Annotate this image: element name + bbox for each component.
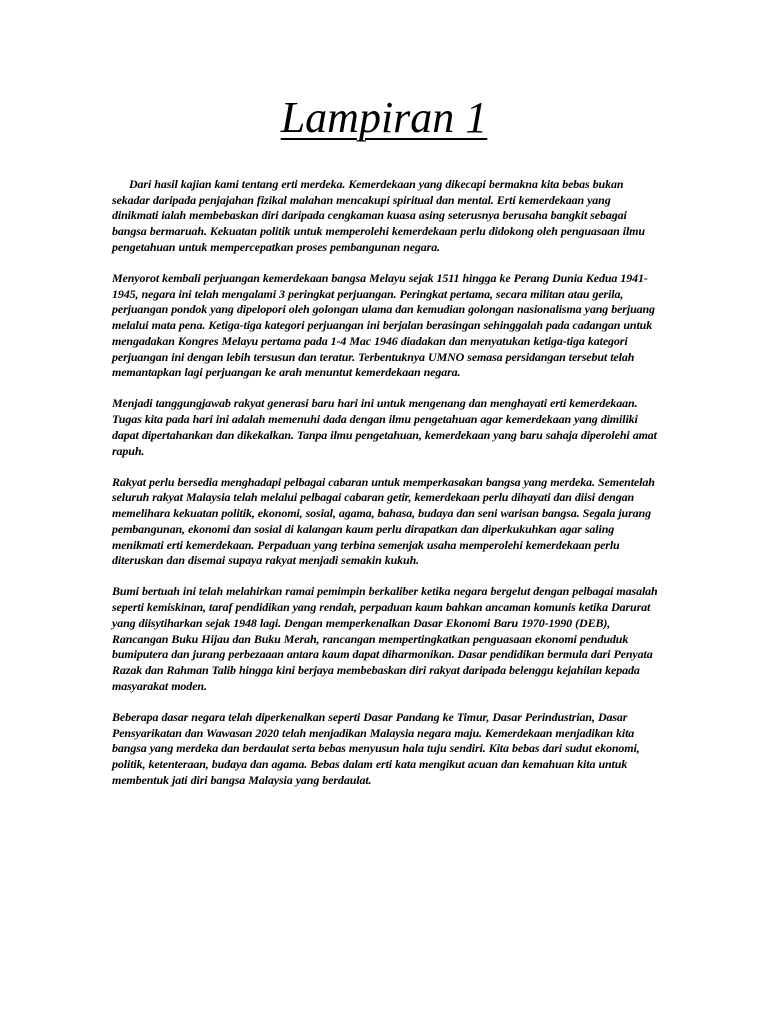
paragraph-5: Bumi bertuah ini telah melahirkan ramai pemimpin berkaliber ketika negara bergelut dengan pelbagai masalah seperti kemiskinan, taraf pendidikan yang rendah, perpaduan kaum bahkan ancaman komunis ketika Darurat yang diisytiharkan sejak 1948 lagi. Dengan memperkenalkan Dasar Ekonomi Baru 1970-1990 (DEB), Rancangan Buku Hijau dan Buku Merah, rancangan mempertingkatkan penguasaan ekonomi penduduk bumiputera dan jurang perbezaaan antara kaum dapat diharmonikan. Dasar pendidikan bermula dari Penyata Razak dan Rahman Talib hingga kini berjaya membebaskan diri rakyat daripada belenggu kejahilan kepada masyarakat moden. [112, 584, 658, 693]
paragraph-3: Menjadi tanggungjawab rakyat generasi baru hari ini untuk mengenang dan menghayati erti kemerdekaan. Tugas kita pada hari ini adalah memenuhi dada dengan ilmu pengetahuan agar kemerdekaan yang dimiliki dapat dipertahankan dan dikekalkan. Tanpa ilmu pengetahuan, kemerdekaan yang baru sahaja diperolehi amat rapuh. [112, 396, 657, 458]
paragraph-2: Menyorot kembali perjuangan kemerdekaan bangsa Melayu sejak 1511 hingga ke Perang Dunia Kedua 1941-1945, negara ini telah mengalami 3 peringkat perjuangan. Peringkat pertama, secara militan atau gerila, perjuangan pondok yang dipelopori oleh golongan ulama dan kemudian golongan nasionalisma yang berjuang melalui mata pena. Ketiga-tiga kategori perjuangan ini berjalan berasingan sehinggalah pada cadangan untuk mengadakan Kongres Melayu pertama pada 1-4 Mac 1946 diadakan dan menyatukan ketiga-tiga kategori perjuangan ini dengan lebih tersusun dan teratur. Terbentuknya UMNO semasa persidangan tersebut telah memantapkan lagi perjuangan ke arah menuntut kemerdekaan negara. [112, 271, 655, 380]
paragraph-6: Beberapa dasar negara telah diperkenalkan seperti Dasar Pandang ke Timur, Dasar Perindustrian, Dasar Pensyarikatan dan Wawasan 2020 telah menjadikan Malaysia negara maju. Kemerdekaan menjadikan kita bangsa yang merdeka dan berdaulat serta bebas menyusun hala tuju sendiri. Kita bebas dari sudut ekonomi, politik, ketenteraan, budaya dan agama. Bebas dalam erti kata mengikut acuan dan kemahuan kita untuk membentuk jati diri bangsa Malaysia yang berdaulat. [112, 709, 640, 787]
document-body [112, 177, 658, 804]
paragraph-1: Dari hasil kajian kami tentang erti merdeka. Kemerdekaan yang dikecapi bermakna kita bebas bukan sekadar daripada penjajahan fizikal malahan mencakupi spiritual dan mental. Erti kemerdekaan yang dinikmati ialah membebaskan diri daripada cengkaman kuasa asing seterusnya berusaha bangkit sebagai bangsa bermaruah. Kekuatan politik untuk memperolehi kemerdekaan perlu didokong oleh penguasaan ilmu pengetahuan untuk mempercepatkan proses pembangunan negara. [112, 177, 645, 254]
document-title: Lampiran 1 [280, 93, 488, 142]
paragraph-4: Rakyat perlu bersedia menghadapi pelbagai cabaran untuk memperkasakan bangsa yang merdeka. Sementelah seluruh rakyat Malaysia telah melalui pelbagai cabaran getir, kemerdekaan perlu dihayati dan diisi dengan memelihara kekuatan politik, ekonomi, sosial, agama, bahasa, budaya dan seni warisan bangsa. Segala jurang pembangunan, ekonomi dan sosial di kalangan kaum perlu dirapatkan dan diperkukuhkan agar saling menikmati erti kemerdekaan. Perpaduan yang terbina semenjak usaha memperolehi kemerdekaan perlu diteruskan dan disemai supaya rakyat menjadi semakin kukuh. [112, 474, 655, 568]
